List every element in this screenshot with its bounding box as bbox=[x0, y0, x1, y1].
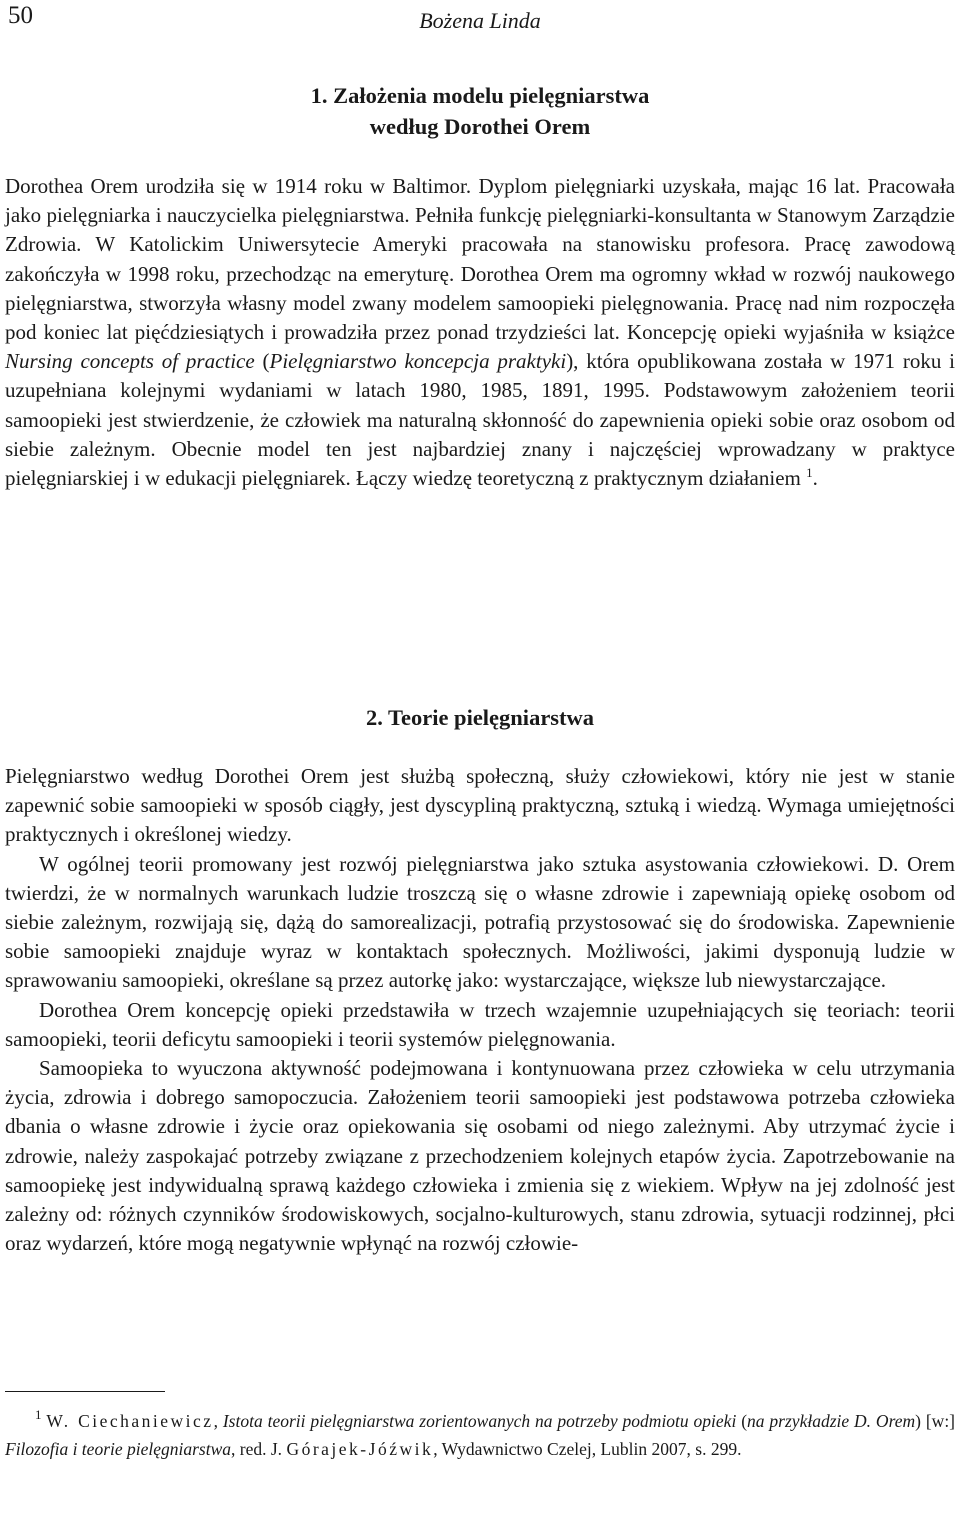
footnote-separator: , bbox=[213, 1411, 223, 1431]
section-1-heading bbox=[60, 80, 900, 142]
footnote bbox=[5, 1408, 955, 1463]
footnote-separator: , red. J. bbox=[231, 1438, 287, 1459]
book-title-polish: Pielęgniarstwo koncepcja praktyki bbox=[269, 349, 567, 374]
footnote-separator: ) [w:] bbox=[915, 1411, 956, 1431]
paragraph-text: Dorothea Orem urodziła się w 1914 roku w Baltimor. Dyplom pielęgniarki uzyskała, mając 16 lat. Pracowała jako pielęgniarka i nauczycielka pielęgniarstwa. Pełniła funkcję pielęgniarki-konsultanta w Stanowym Zarządzie Zdrowia. W Katolickim Uniwersytecie Ameryki pracowała na stanowisku profesora. Pracę zawodową zakończyła w 1998 roku, przechodząc na emeryturę. Dorothea Orem ma ogromny wkład w rozwój naukowego pielęgniarstwa, stworzyła własny model zwany modelem samoopieki pielęgnowania. Pracę nad nim rozpoczęła pod koniec lat pięćdziesiątych i prowadziła przez ponad trzydzieści lat. Koncepcję opieki wyjaśniła w książce bbox=[5, 174, 955, 345]
footnote-text bbox=[5, 1408, 955, 1463]
book-title: Nursing concepts of practice bbox=[5, 349, 255, 374]
footnote-book-title: Filozofia i teorie pielęgniarstwa bbox=[5, 1438, 232, 1459]
footnote-separator: ( bbox=[736, 1411, 748, 1431]
footnote-title-continued: na przykładzie D. Orem bbox=[747, 1411, 916, 1431]
footnote-editor: Górajek-Jóźwik bbox=[286, 1438, 434, 1459]
paragraph: Samoopieka to wyuczona aktywność podejmowana i kontynuowana przez człowieka w celu utrzymania życia, zdrowia i dobrego samopoczucia. Założeniem teorii samoopieki jest podstawowa potrzeba człowieka dbania o własne zdrowie i życie oraz opiekowania się osobami od niego zależnymi. Aby utrzymać życie i zdrowie, należy zaspokajać potrzeby związane z przechodzeniem kolejnych etapów życia. Zapotrzebowanie na samoopiekę jest indywidualną sprawą każdego człowieka i zmienia się z wiekiem. Wpływ na jej zdolność jest zależny od: różnych czynników środowiskowych, socjalno-kulturowych, stanu zdrowia, sytuacji rodzinnej, płci oraz wydarzeń, które mogą negatywnie wpłynąć na rozwój człowie- bbox=[5, 1056, 955, 1256]
paragraph-text: . bbox=[812, 466, 818, 491]
paragraph-text: ), która opublikowana została w 1971 roku i uzupełniana kolejnymi wydaniami w latach 1980, 1985, 1891, 1995. Podstawowym założeniem teorii samoopieki jest stwierdzenie, że człowiek ma naturalną skłonność do zapewnienia opieki sobie oraz osobom od siebie zależnym. Obecnie model ten jest najbardziej znany i najczęściej wprowadzany w praktyce pielęgniarskiej i w edukacji pielęgniarek. Łączy wiedzę teoretyczną z praktycznym działaniem bbox=[5, 349, 955, 491]
paragraph bbox=[5, 172, 955, 493]
running-header bbox=[8, 2, 952, 42]
paragraph: Pielęgniarstwo według Dorothei Orem jest służbą społeczną, służy człowiekowi, który nie jest w stanie zapewnić sobie samoopieki w sposób ciągły, jest dyscypliną praktyczną, sztuką i wiedzą. Wymaga umiejętności praktycznych i określonej wiedzy. bbox=[5, 764, 955, 847]
running-author: Bożena Linda bbox=[419, 8, 541, 33]
paragraph: W ogólnej teorii promowany jest rozwój pielęgniarstwa jako sztuka asystowania człowiekowi. D. Orem twierdzi, że w normalnych warunkach ludzie troszczą się o własne zdrowie i zapewniają opiekę osobom od siebie zależnym, rozwijają się, dążą do samorealizacji, potrafią przystosować się do środowiska. Zapewnienie sobie samoopieki znajduje wyraz w kontaktach społecznych. Możliwości, jakimi dysponują ludzie w sprawowaniu samoopieki, określane są przez autorkę jako: wystarczające, większe lub niewystarczające. bbox=[5, 851, 955, 993]
footnote-divider bbox=[5, 1391, 165, 1392]
section-1-heading-line-2: według Dorothei Orem bbox=[369, 114, 591, 139]
footnote-author: W. Ciechaniewicz bbox=[46, 1411, 214, 1431]
footnote-number: 1 bbox=[35, 1407, 42, 1422]
footnote-publisher: , Wydawnictwo Czelej, Lublin 2007, s. 299. bbox=[433, 1438, 742, 1459]
section-1-body bbox=[5, 172, 955, 493]
paragraph: Dorothea Orem koncepcję opieki przedstawiła w trzech wzajemnie uzupełniających się teoriach: teorii samoopieki, teorii deficytu samoopieki i teorii systemów pielęgnowania. bbox=[5, 997, 955, 1051]
paragraph-text: ( bbox=[254, 349, 270, 374]
section-1-heading-line-1: 1. Założenia modelu pielęgniarstwa bbox=[310, 83, 650, 108]
page-number: 50 bbox=[8, 2, 33, 29]
footnote-title: Istota teorii pielęgniarstwa zorientowanych na potrzeby podmiotu opieki bbox=[222, 1411, 737, 1431]
section-2-heading: 2. Teorie pielęgniarstwa bbox=[365, 705, 595, 730]
section-2-body bbox=[5, 762, 955, 1258]
footnote-ref[interactable]: 1 bbox=[806, 465, 813, 481]
